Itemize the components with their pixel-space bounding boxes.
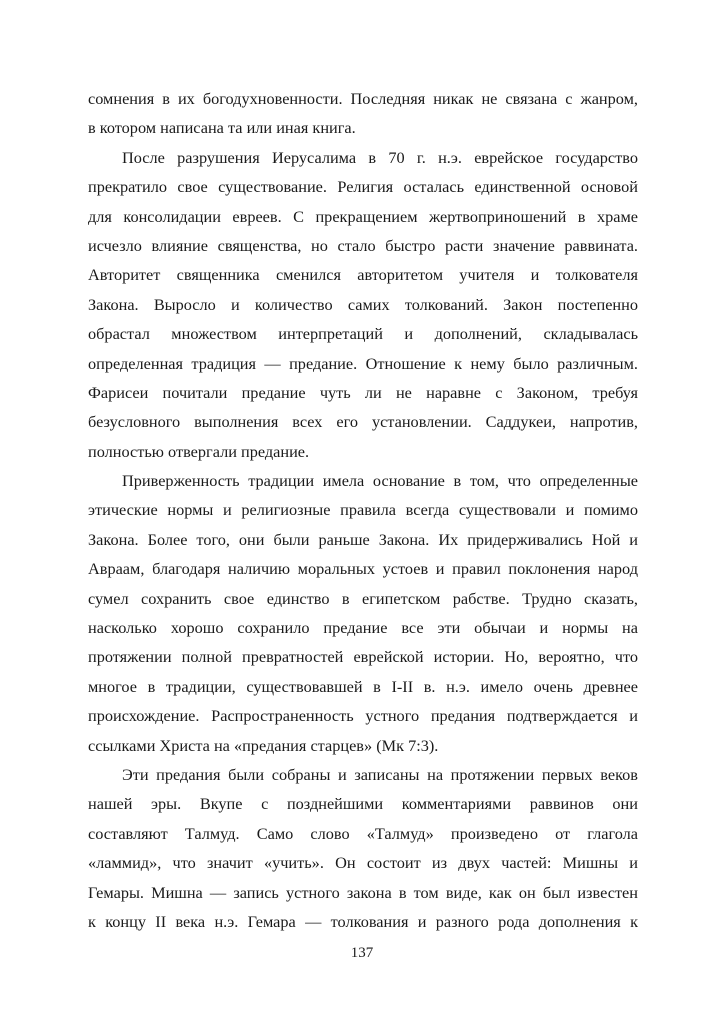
text-line: насколько хорошо сохранило предание все эти обычаи и нормы на: [88, 618, 638, 638]
page-number: 137: [350, 945, 374, 961]
text-line: Эти предания были собраны и записаны на протяжении первых веков: [122, 764, 638, 784]
text-line: многое в традиции, существовавшей в I-II в. н.э. имело очень древнее: [88, 676, 638, 696]
text-line: для консолидации евреев. С прекращением жертвоприношений в храме: [88, 206, 638, 226]
text-line: После разрушения Иерусалима в 70 г. н.э. еврейское государство: [122, 147, 638, 167]
text-line: Закона. Выросло и количество самих толкований. Закон постепенно: [88, 294, 638, 314]
text-line: этические нормы и религиозные правила всегда существовали и помимо: [88, 500, 638, 520]
text-line: ссылками Христа на «предания старцев» (Мк 7:3).: [88, 735, 439, 755]
body-text: [88, 84, 638, 936]
text-line: Закона. Более того, они были раньше Закона. Их придерживались Ной и: [88, 529, 638, 549]
text-line: определенная традиция — предание. Отношение к нему было различным.: [88, 353, 638, 373]
text-line: происхождение. Распространенность устного предания подтверждается и: [88, 706, 638, 726]
text-line: протяжении полной превратностей еврейской истории. Но, вероятно, что: [88, 647, 638, 667]
text-line: Гемары. Мишна — запись устного закона в том виде, как он был известен: [88, 882, 638, 902]
text-line: нашей эры. Вкупе с позднейшими комментариями раввинов они: [88, 794, 638, 814]
text-line: полностью отвергали предание.: [88, 441, 310, 461]
text-line: Авраам, благодаря наличию моральных устоев и правил поклонения народ: [88, 559, 638, 579]
text-line: составляют Талмуд. Само слово «Талмуд» произведено от глагола: [88, 823, 638, 843]
text-line: Авторитет священника сменился авторитетом учителя и толкователя: [88, 265, 638, 285]
text-line: к концу II века н.э. Гемара — толкования и разного рода дополнения к: [88, 911, 638, 931]
text-line: прекратило свое существование. Религия осталась единственной основой: [88, 177, 638, 197]
text-line: обрастал множеством интерпретаций и дополнений, складывалась: [88, 324, 638, 344]
text-line: Фарисеи почитали предание чуть ли не наравне с Законом, требуя: [88, 382, 638, 402]
text-line: «ламмид», что значит «учить». Он состоит из двух частей: Мишны и: [88, 853, 638, 873]
text-line: исчезло влияние священства, но стало быстро расти значение раввината.: [88, 235, 638, 255]
text-line: безусловного выполнения всех его установлении. Саддукеи, напротив,: [88, 412, 638, 432]
text-line: Приверженность традиции имела основание в том, что определенные: [122, 471, 638, 491]
text-line: в котором написана та или иная книга.: [88, 118, 356, 138]
text-line: сумел сохранить свое единство в египетском рабстве. Трудно сказать,: [88, 588, 638, 608]
text-line: сомнения в их богодухновенности. Последняя никак не связана с жанром,: [88, 89, 638, 108]
